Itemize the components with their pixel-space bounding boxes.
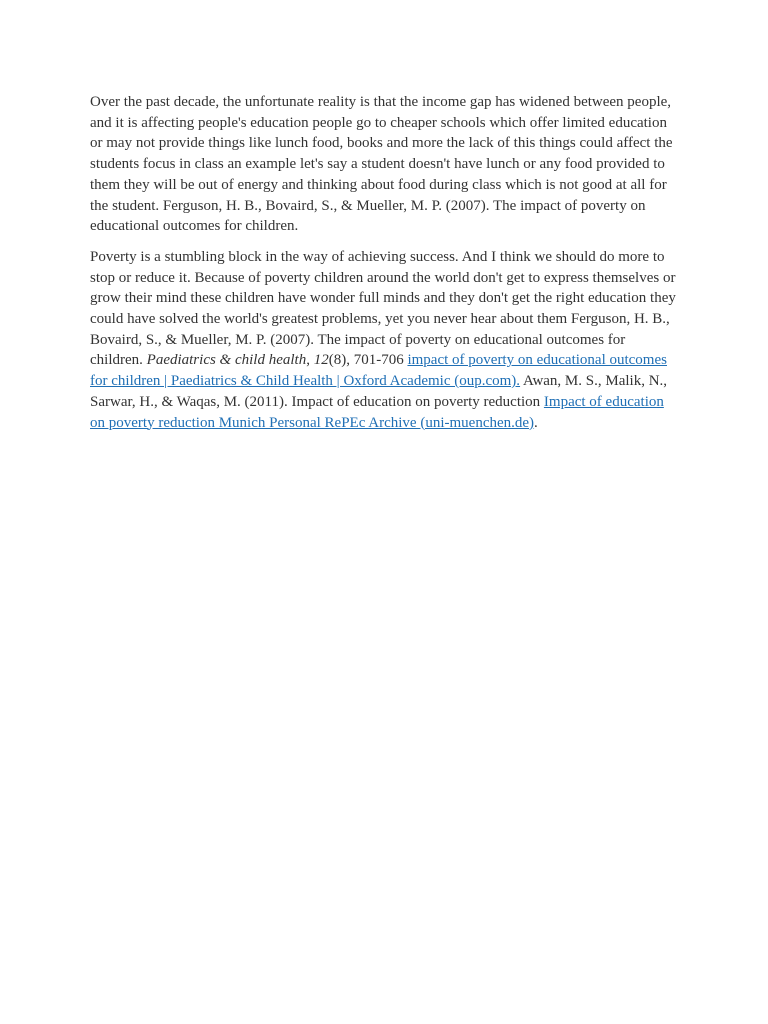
citation-comma: , [306,352,314,369]
oup-article-link[interactable]: impact of poverty on educational outcomes for children | Paediatrics & Child Health | Oxford Academic (oup.com). [90,352,667,390]
paragraph-poverty-stumbling-block [90,247,680,433]
journal-volume: 12 [313,352,329,369]
journal-title: Paediatrics & child health [146,352,307,369]
paragraph-income-gap-text: Over the past decade, the unfortunate reality is that the income gap has widened between people, and it is affecting people's education people go to cheaper schools which offer limited education or may not provide things like lunch food, books and more the lack of this things could affect the students focus in class an example let's say a student doesn't have lunch or any food provided to them they will be out of energy and thinking about food during class which is not good at all for the student. Ferguson, H. B., Bovaird, S., & Mueller, M. P. (2007). The impact of poverty on educational outcomes for children. [90,94,673,235]
closing-period: . [534,414,538,431]
awan-citation-text: Awan, M. S., Malik, N., Sarwar, H., & Waqas, M. (2011). Impact of education on poverty reduction [90,373,668,410]
paragraph-income-gap [90,92,680,237]
paragraph-poverty-text: Poverty is a stumbling block in the way of achieving success. And I think we should do more to stop or reduce it. Because of poverty children around the world don't get to express themselves or grow their mind these children have wonder full minds and they don't get the right education they could have solved the world's greatest problems, yet you never hear about them Ferguson, H. B., Bovaird, S., & Mueller, M. P. (2007). The impact of poverty on educational outcomes for children. [90,248,676,369]
journal-issue-pages: (8), 701-706 [328,352,408,369]
repec-archive-link[interactable]: Impact of education on poverty reduction Munich Personal RePEc Archive (uni-muenchen.de) [90,393,664,431]
document-body [90,92,680,443]
